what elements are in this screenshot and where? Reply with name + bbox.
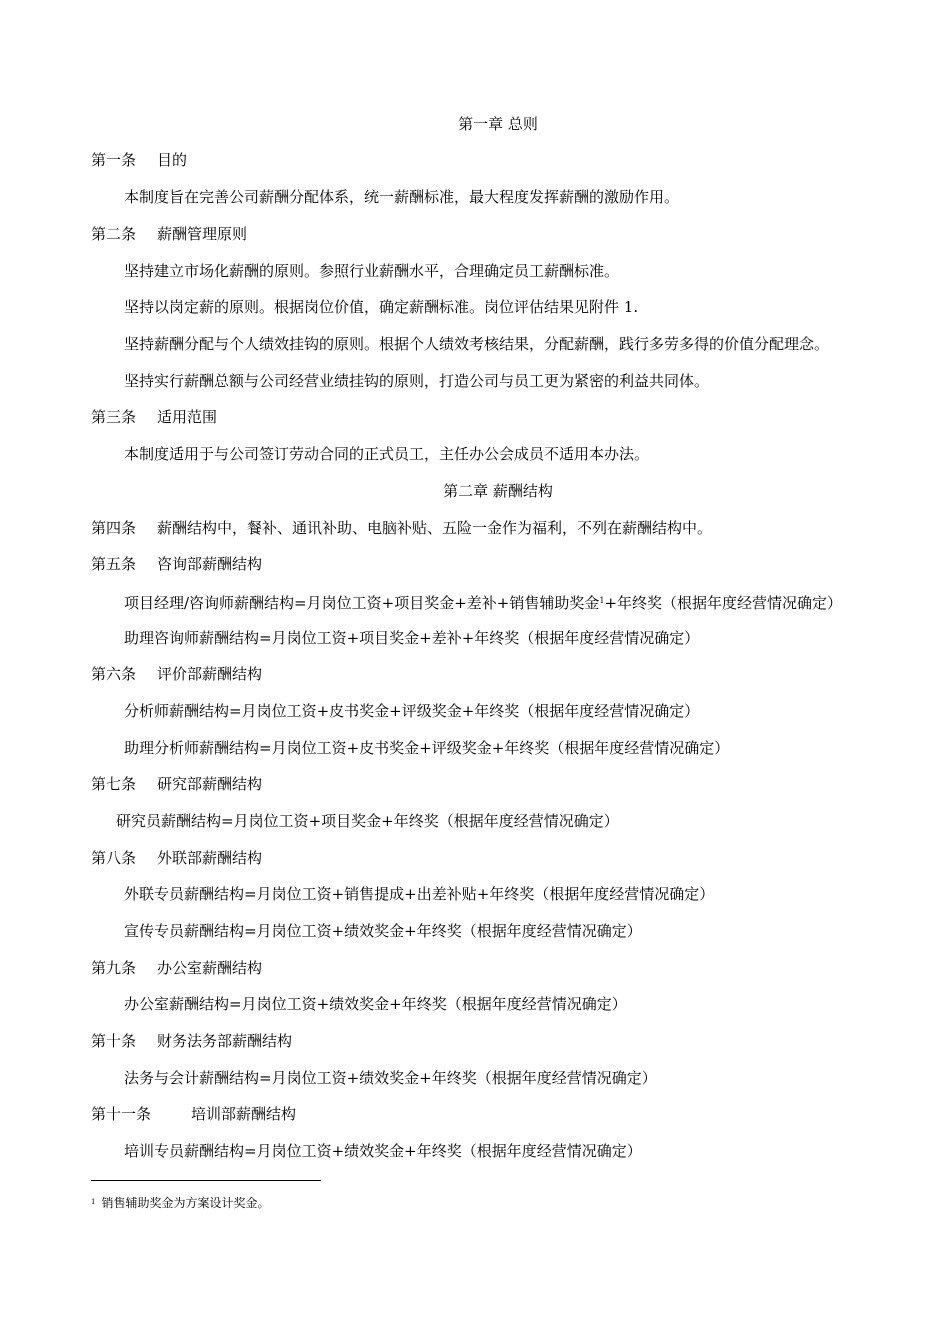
paragraph-text: 项目经理/咨询师薪酬结构=月岗位工资+项目奖金+差补+销售辅助奖金 <box>124 594 600 612</box>
article-title: 适用范围 <box>157 408 218 426</box>
paragraph: 培训专员薪酬结构=月岗位工资+绩效奖金+年终奖（根据年度经营情况确定） <box>124 1142 642 1160</box>
article-title: 评价部薪酬结构 <box>157 665 263 683</box>
footnote-mark: 1 <box>91 1198 96 1206</box>
article-8-heading <box>91 848 262 868</box>
article-number: 第九条 <box>91 959 137 977</box>
paragraph: 办公室薪酬结构=月岗位工资+绩效奖金+年终奖（根据年度经营情况确定） <box>124 995 627 1013</box>
article-10-heading <box>91 1031 292 1051</box>
article-number: 第一条 <box>91 151 137 169</box>
article-title: 培训部薪酬结构 <box>191 1105 297 1123</box>
footnote-separator <box>91 1180 321 1181</box>
paragraph: 助理分析师薪酬结构=月岗位工资+皮书奖金+评级奖金+年终奖（根据年度经营情况确定） <box>124 739 730 757</box>
paragraph: 坚持建立市场化薪酬的原则。参照行业薪酬水平，合理确定员工薪酬标准。 <box>124 262 620 280</box>
article-6-heading <box>91 664 262 684</box>
article-title: 薪酬结构中，餐补、通讯补助、电脑补贴、五险一金作为福利，不列在薪酬结构中。 <box>157 519 713 537</box>
article-1-heading <box>91 150 187 170</box>
paragraph <box>124 591 842 613</box>
paragraph: 本制度旨在完善公司薪酬分配体系，统一薪酬标准，最大程度发挥薪酬的激励作用。 <box>124 188 680 206</box>
article-title: 薪酬管理原则 <box>157 225 248 243</box>
article-number: 第六条 <box>91 665 137 683</box>
article-number: 第五条 <box>91 555 137 573</box>
article-number: 第八条 <box>91 849 137 867</box>
article-9-heading <box>91 958 262 978</box>
article-number: 第三条 <box>91 408 137 426</box>
article-number: 第十一条 <box>91 1105 152 1123</box>
paragraph: 坚持实行薪酬总额与公司经营业绩挂钩的原则，打造公司与员工更为紧密的利益共同体。 <box>124 372 710 390</box>
article-3-heading <box>91 407 217 427</box>
paragraph: 坚持以岗定薪的原则。根据岗位价值，确定薪酬标准。岗位评估结果见附件 1. <box>124 298 639 316</box>
article-number: 第四条 <box>91 519 137 537</box>
article-title: 外联部薪酬结构 <box>157 849 263 867</box>
article-title: 办公室薪酬结构 <box>157 959 263 977</box>
paragraph: 宣传专员薪酬结构=月岗位工资+绩效奖金+年终奖（根据年度经营情况确定） <box>124 922 642 940</box>
footnote-text: 销售辅助奖金为方案设计奖金。 <box>101 1196 270 1210</box>
paragraph: 外联专员薪酬结构=月岗位工资+销售提成+出差补贴+年终奖（根据年度经营情况确定） <box>124 885 715 903</box>
paragraph: 研究员薪酬结构=月岗位工资+项目奖金+年终奖（根据年度经营情况确定） <box>116 812 619 830</box>
article-number: 第七条 <box>91 775 137 793</box>
article-5-heading <box>91 554 262 574</box>
footnote <box>91 1194 269 1211</box>
article-title: 咨询部薪酬结构 <box>157 555 263 573</box>
article-title: 目的 <box>157 151 188 169</box>
article-title: 财务法务部薪酬结构 <box>157 1032 293 1050</box>
article-4-heading <box>91 518 712 538</box>
chapter-2-heading: 第二章 薪酬结构 <box>443 482 553 500</box>
chapter-1-heading: 第一章 总则 <box>458 115 538 133</box>
paragraph: 法务与会计薪酬结构=月岗位工资+绩效奖金+年终奖（根据年度经营情况确定） <box>124 1069 657 1087</box>
article-number: 第十条 <box>91 1032 137 1050</box>
paragraph: 助理咨询师薪酬结构=月岗位工资+项目奖金+差补+年终奖（根据年度经营情况确定） <box>124 629 700 647</box>
paragraph-text: +年终奖（根据年度经营情况确定） <box>604 594 843 612</box>
paragraph: 本制度适用于与公司签订劳动合同的正式员工，主任办公会成员不适用本办法。 <box>124 445 650 463</box>
footnote-reference[interactable]: 1 <box>599 596 605 605</box>
article-11-heading <box>91 1104 296 1124</box>
paragraph: 坚持薪酬分配与个人绩效挂钩的原则。根据个人绩效考核结果，分配薪酬，践行多劳多得的价值分配理念。 <box>124 335 830 353</box>
article-title: 研究部薪酬结构 <box>157 775 263 793</box>
article-number: 第二条 <box>91 225 137 243</box>
article-2-heading <box>91 224 247 244</box>
paragraph: 分析师薪酬结构=月岗位工资+皮书奖金+评级奖金+年终奖（根据年度经营情况确定） <box>124 702 700 720</box>
article-7-heading <box>91 774 262 794</box>
